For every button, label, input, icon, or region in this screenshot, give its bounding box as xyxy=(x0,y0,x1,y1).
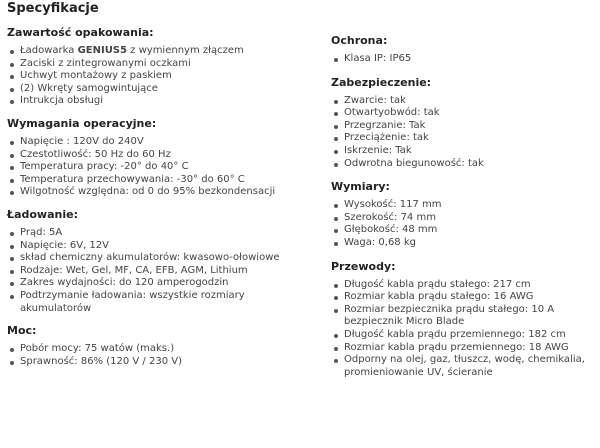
list-item: Rozmiar kabla prądu stałego: 16 AWG xyxy=(331,291,593,304)
section-power xyxy=(7,324,307,368)
list-item: Zwarcie: tak xyxy=(331,95,593,108)
section-package-contents xyxy=(7,26,307,108)
list-item: Wysokość: 117 mm xyxy=(331,199,593,212)
spec-list xyxy=(331,199,593,249)
list-item: Głębokość: 48 mm xyxy=(331,224,593,237)
section-operating-requirements xyxy=(7,117,307,199)
item-text: Ładowarka xyxy=(20,45,78,56)
section-heading: Wymiary: xyxy=(331,180,390,194)
right-column xyxy=(331,34,593,379)
list-item: Szerokość: 74 mm xyxy=(331,212,593,225)
spec-list xyxy=(7,343,307,368)
page-title: Specyfikacje xyxy=(7,1,99,16)
list-item: Napięcie: 6V, 12V xyxy=(7,240,307,253)
list-item xyxy=(7,45,307,58)
list-item: Rozmiar kabla prądu przemiennego: 18 AWG xyxy=(331,342,593,355)
brand-name: GENIUS5 xyxy=(77,45,127,56)
list-item: (2) Wkręty samogwintujące xyxy=(7,83,307,96)
list-item: Uchwyt montażowy z paskiem xyxy=(7,70,307,83)
spec-list xyxy=(331,279,593,380)
list-item: Zakres wydajności: do 120 amperogodzin xyxy=(7,277,307,290)
list-item: Rozmiar bezpiecznika prądu stałego: 10 A bezpiecznik Micro Blade xyxy=(331,304,593,329)
section-dimensions xyxy=(331,180,593,249)
list-item: Iskrzenie: Tak xyxy=(331,145,593,158)
section-heading: Zawartość opakowania: xyxy=(7,26,154,39)
spec-list xyxy=(7,45,307,108)
item-text: z wymiennym złączem xyxy=(126,45,244,56)
list-item: Długość kabla prądu przemiennego: 182 cm xyxy=(331,329,593,342)
section-cables xyxy=(331,260,593,380)
list-item: Wilgotność względna: od 0 do 95% bezkondensacji xyxy=(7,186,307,199)
section-safeguards xyxy=(331,76,593,171)
section-heading: Ochrona: xyxy=(331,34,388,47)
section-heading: Wymagania operacyjne: xyxy=(7,116,157,130)
list-item: Przegrzanie: Tak xyxy=(331,120,593,133)
section-heading: Moc: xyxy=(7,324,37,338)
spec-list xyxy=(7,136,307,199)
list-item: Odwrotna biegunowość: tak xyxy=(331,158,593,171)
section-heading: Ładowanie: xyxy=(7,207,78,221)
list-item: Temperatura przechowywania: -30° do 60° C xyxy=(7,174,307,187)
list-item: skład chemiczny akumulatorów: kwasowo-ołowiowe xyxy=(7,252,307,265)
spec-list xyxy=(331,53,593,66)
list-item: Podtrzymanie ładowania: wszystkie rozmiary akumulatorów xyxy=(7,290,307,315)
list-item: Otwartyobwód: tak xyxy=(331,107,593,120)
section-heading: Zabezpieczenie: xyxy=(331,75,432,89)
section-heading: Przewody: xyxy=(331,259,396,273)
list-item: Długość kabla prądu stałego: 217 cm xyxy=(331,279,593,292)
section-charging xyxy=(7,208,307,315)
section-protection xyxy=(331,34,593,66)
list-item: Prąd: 5A xyxy=(7,227,307,240)
list-item: Pobór mocy: 75 watów (maks.) xyxy=(7,343,307,356)
list-item: Czestotliwość: 50 Hz do 60 Hz xyxy=(7,149,307,162)
list-item: Sprawność: 86% (120 V / 230 V) xyxy=(7,356,307,369)
spec-list xyxy=(331,95,593,171)
left-column xyxy=(7,26,307,368)
list-item: Przeciążenie: tak xyxy=(331,132,593,145)
list-item: Intrukcja obsługi xyxy=(7,95,307,108)
list-item: Waga: 0,68 kg xyxy=(331,237,593,250)
list-item: Zaciski z zintegrowanymi oczkami xyxy=(7,58,307,71)
list-item: Odporny na olej, gaz, tłuszcz, wodę, chemikalia, promieniowanie UV, ścieranie xyxy=(331,354,593,379)
list-item: Klasa IP: IP65 xyxy=(331,53,593,66)
list-item: Rodzaje: Wet, Gel, MF, CA, EFB, AGM, Lithium xyxy=(7,265,307,278)
list-item: Napięcie : 120V do 240V xyxy=(7,136,307,149)
list-item: Temperatura pracy: -20° do 40° C xyxy=(7,161,307,174)
spec-list xyxy=(7,227,307,315)
